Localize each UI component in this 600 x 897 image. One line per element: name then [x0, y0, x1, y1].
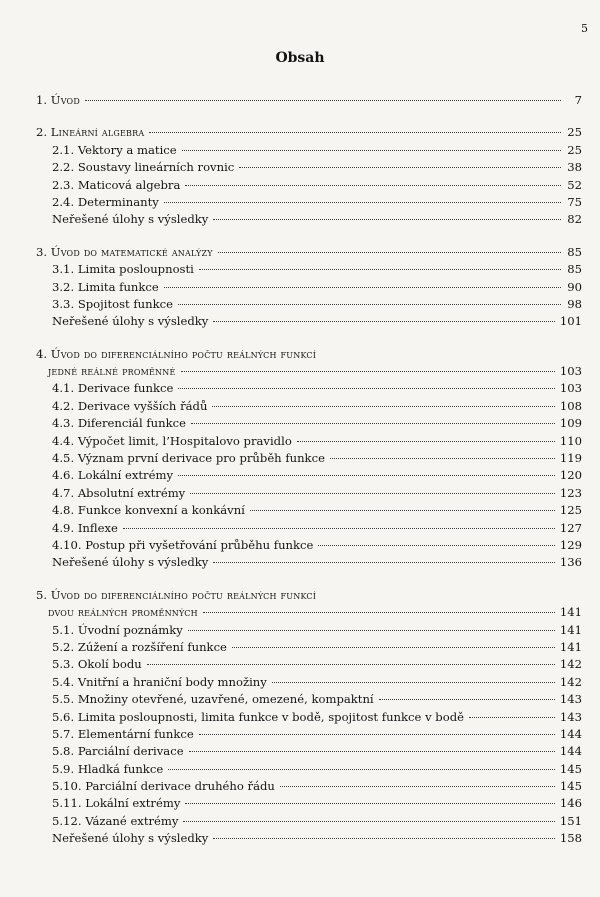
- toc-entry-label: [52, 743, 187, 760]
- toc-entry-label: [52, 485, 188, 502]
- toc-chapter-entry[interactable]: [36, 124, 582, 141]
- toc-entry-label: [52, 177, 183, 194]
- toc-entry-label: [52, 520, 121, 537]
- dot-leader: [178, 388, 555, 389]
- dot-leader: [189, 751, 555, 752]
- toc-entry-number: 4.9.: [52, 520, 78, 535]
- toc-entry-title: Maticová algebra: [77, 177, 181, 192]
- dot-leader: [199, 734, 555, 735]
- toc-entry-page: 52: [567, 177, 582, 192]
- toc-section: [36, 92, 582, 109]
- toc-entry-number: 2.: [36, 125, 51, 140]
- toc-entry-number: 4.6.: [52, 468, 78, 483]
- toc-entry-title: Vnitřní a hraniční body množiny: [77, 674, 267, 689]
- toc-chapter-entry[interactable]: [36, 244, 582, 261]
- dot-leader: [469, 717, 555, 718]
- toc-entry-label: [52, 674, 270, 691]
- toc-entry-page: 85: [567, 244, 582, 259]
- toc-entry-title: Elementární funkce: [77, 726, 194, 741]
- toc-entry-page: 120: [559, 468, 582, 483]
- dot-leader: [185, 185, 561, 186]
- dot-leader: [164, 287, 561, 288]
- toc-entry-number: 5.7.: [52, 726, 78, 741]
- table-of-contents: [36, 92, 582, 863]
- toc-subsection-entry[interactable]: [36, 639, 582, 656]
- toc-entry-title: Zúžení a rozšíření funkce: [77, 639, 227, 654]
- toc-entry-label: [52, 709, 467, 726]
- toc-entry-title: Lokální extrémy: [85, 796, 181, 811]
- toc-entry-title: Inflexe: [77, 520, 118, 535]
- toc-title: Obsah: [275, 50, 325, 66]
- toc-entry-label: [52, 398, 210, 415]
- toc-entry-label: [36, 244, 216, 261]
- toc-entry-number: 5.4.: [52, 674, 78, 689]
- toc-entry-title: Diferenciál funkce: [77, 416, 186, 431]
- toc-subsection-entry[interactable]: [36, 279, 582, 296]
- toc-entry-label: [48, 604, 201, 621]
- dot-leader: [178, 304, 561, 305]
- dot-leader: [199, 269, 561, 270]
- toc-section: [36, 346, 582, 572]
- toc-entry-page: 158: [559, 831, 582, 846]
- toc-entry-number: 5.: [36, 587, 51, 602]
- toc-entry-title: Množiny otevřené, uzavřené, omezené, kompaktní: [77, 692, 374, 707]
- toc-entry-page: 110: [559, 433, 582, 448]
- dot-leader: [182, 150, 561, 151]
- toc-entry-title: Funkce konvexní a konkávní: [77, 503, 245, 518]
- toc-entry-number: 5.1.: [52, 622, 78, 637]
- toc-entry-page: 98: [567, 296, 582, 311]
- toc-entry-label: [52, 279, 162, 296]
- toc-exercises-entry[interactable]: [36, 830, 582, 847]
- toc-subsection-entry[interactable]: [36, 622, 582, 639]
- toc-subsection-entry[interactable]: [36, 726, 582, 743]
- toc-entry-page: 90: [567, 279, 582, 294]
- toc-entry-number: 3.3.: [52, 296, 78, 311]
- toc-entry-page: 119: [559, 451, 582, 466]
- toc-entry-page: 103: [559, 364, 582, 379]
- toc-entry-page: 108: [559, 398, 582, 413]
- toc-entry-number: 5.10.: [52, 779, 86, 794]
- toc-subsection-entry[interactable]: [36, 194, 582, 211]
- toc-subsection-entry[interactable]: [36, 177, 582, 194]
- dot-leader: [164, 202, 561, 203]
- toc-entry-number: 4.: [36, 346, 51, 361]
- toc-entry-page: 101: [559, 314, 582, 329]
- toc-entry-number: 5.2.: [52, 639, 78, 654]
- dot-leader: [181, 371, 555, 372]
- toc-entry-number: 4.5.: [52, 451, 78, 466]
- toc-entry-label: [52, 380, 176, 397]
- toc-entry-number: 3.2.: [52, 279, 78, 294]
- dot-leader: [218, 252, 561, 253]
- toc-entry-label: [52, 467, 176, 484]
- toc-entry-title: Limita posloupnosti, limita funkce v bodě, spojitost funkce v bodě: [77, 709, 464, 724]
- toc-entry-title: Hladká funkce: [77, 761, 164, 776]
- toc-chapter-entry[interactable]: [36, 346, 582, 363]
- toc-entry-page: 109: [559, 416, 582, 431]
- toc-subsection-entry[interactable]: [36, 467, 582, 484]
- toc-exercises-entry[interactable]: [36, 554, 582, 571]
- toc-entry-label: [52, 415, 189, 432]
- toc-subsection-entry[interactable]: [36, 380, 582, 397]
- dot-leader: [147, 664, 555, 665]
- toc-entry-label: [52, 502, 248, 519]
- toc-entry-label: [52, 261, 197, 278]
- toc-entry-title: Neřešené úlohy s výsledky: [52, 212, 209, 227]
- toc-entry-title: Okolí bodu: [77, 657, 142, 672]
- toc-entry-page: 144: [559, 744, 582, 759]
- toc-entry-number: 2.2.: [52, 160, 78, 175]
- toc-subsection-entry[interactable]: [36, 450, 582, 467]
- toc-entry-label: [36, 92, 83, 109]
- dot-leader: [297, 441, 555, 442]
- dot-leader: [149, 132, 561, 133]
- toc-entry-title: Neřešené úlohy s výsledky: [52, 555, 209, 570]
- toc-entry-label: [52, 211, 211, 228]
- toc-entry-page: 142: [559, 657, 582, 672]
- toc-entry-page: 151: [559, 813, 582, 828]
- dot-leader: [239, 167, 561, 168]
- toc-entry-title: Neřešené úlohy s výsledky: [52, 831, 209, 846]
- toc-entry-page: 141: [559, 605, 582, 620]
- dot-leader: [85, 100, 561, 101]
- toc-entry-number: 5.9.: [52, 761, 78, 776]
- dot-leader: [191, 423, 555, 424]
- toc-subsection-entry[interactable]: [36, 159, 582, 176]
- dot-leader: [213, 562, 555, 563]
- toc-subsection-entry[interactable]: [36, 142, 582, 159]
- toc-subsection-entry[interactable]: [36, 743, 582, 760]
- toc-entry-page: 144: [559, 726, 582, 741]
- toc-entry-label: [52, 830, 211, 847]
- toc-entry-title: Lokální extrémy: [77, 468, 174, 483]
- toc-subsection-entry[interactable]: [36, 502, 582, 519]
- page-number: 5: [581, 22, 588, 35]
- toc-subsection-entry[interactable]: [36, 795, 582, 812]
- toc-entry-number: 1.: [36, 93, 51, 107]
- toc-entry-label: [52, 795, 183, 812]
- dot-leader: [213, 838, 555, 839]
- toc-entry-title: dvou reálných proměnných: [48, 605, 198, 620]
- toc-exercises-entry[interactable]: [36, 313, 582, 330]
- toc-entry-title: Absolutní extrémy: [77, 485, 186, 500]
- toc-entry-label: [52, 813, 181, 830]
- toc-entry-number: 5.3.: [52, 657, 78, 672]
- toc-subsection-entry[interactable]: [36, 674, 582, 691]
- toc-entry-number: 4.3.: [52, 416, 78, 431]
- toc-entry-label: [52, 142, 180, 159]
- toc-entry-label: [52, 656, 145, 673]
- toc-entry-label: [52, 159, 237, 176]
- toc-entry-number: 4.10.: [52, 537, 86, 552]
- dot-leader: [212, 406, 554, 407]
- toc-entry-page: 7: [574, 93, 582, 107]
- toc-entry-page: 25: [567, 125, 582, 140]
- toc-entry-title: jedné reálné proměnné: [48, 364, 176, 379]
- toc-entry-page: 141: [559, 622, 582, 637]
- toc-entry-title: Spojitost funkce: [77, 296, 173, 311]
- toc-subsection-entry[interactable]: [36, 398, 582, 415]
- toc-section: [36, 124, 582, 228]
- toc-entry-page: 125: [559, 503, 582, 518]
- toc-chapter-title-continuation[interactable]: [36, 604, 582, 621]
- toc-entry-page: 143: [559, 709, 582, 724]
- dot-leader: [123, 528, 555, 529]
- toc-entry-title: Derivace funkce: [77, 381, 174, 396]
- toc-entry-label: [36, 124, 147, 141]
- toc-entry-page: 103: [559, 381, 582, 396]
- toc-subsection-entry[interactable]: [36, 537, 582, 554]
- toc-entry-label: [52, 778, 278, 795]
- toc-entry-title: Limita funkce: [77, 279, 159, 294]
- toc-chapter-entry[interactable]: [36, 92, 582, 109]
- toc-entry-title: Úvod do matematické analýzy: [50, 244, 213, 259]
- dot-leader: [168, 769, 555, 770]
- toc-subsection-entry[interactable]: [36, 433, 582, 450]
- dot-leader: [250, 510, 555, 511]
- toc-entry-title: Parciální derivace: [77, 744, 184, 759]
- toc-entry-label: [36, 587, 319, 604]
- toc-entry-label: [52, 450, 328, 467]
- toc-entry-page: 38: [567, 160, 582, 175]
- toc-subsection-entry[interactable]: [36, 261, 582, 278]
- toc-entry-label: [52, 296, 176, 313]
- toc-entry-number: 4.4.: [52, 433, 78, 448]
- toc-entry-number: 2.3.: [52, 177, 78, 192]
- toc-entry-title: Význam první derivace pro průběh funkce: [77, 451, 325, 466]
- toc-entry-number: 5.8.: [52, 744, 78, 759]
- toc-entry-number: 3.: [36, 244, 51, 259]
- dot-leader: [330, 458, 555, 459]
- toc-entry-number: 4.7.: [52, 485, 78, 500]
- toc-entry-page: 142: [559, 674, 582, 689]
- toc-entry-page: 82: [567, 212, 582, 227]
- dot-leader: [280, 786, 555, 787]
- toc-entry-label: [52, 194, 162, 211]
- toc-entry-page: 145: [559, 761, 582, 776]
- toc-entry-title: Vázané extrémy: [85, 813, 179, 828]
- toc-entry-number: 4.2.: [52, 398, 78, 413]
- toc-entry-number: 4.8.: [52, 503, 78, 518]
- dot-leader: [379, 699, 555, 700]
- dot-leader: [272, 682, 555, 683]
- toc-entry-number: 5.12.: [52, 813, 86, 828]
- toc-subsection-entry[interactable]: [36, 709, 582, 726]
- dot-leader: [213, 219, 561, 220]
- toc-entry-title: Vektory a matice: [77, 142, 177, 157]
- toc-subsection-entry[interactable]: [36, 520, 582, 537]
- toc-subsection-entry[interactable]: [36, 656, 582, 673]
- toc-entry-title: Parciální derivace druhého řádu: [85, 779, 275, 794]
- toc-entry-title: Postup při vyšetřování průběhu funkce: [85, 537, 314, 552]
- toc-chapter-title-continuation[interactable]: [36, 363, 582, 380]
- toc-entry-label: [52, 433, 295, 450]
- dot-leader: [213, 321, 555, 322]
- toc-entry-number: 2.1.: [52, 142, 78, 157]
- toc-entry-title: Limita posloupnosti: [77, 262, 194, 277]
- toc-entry-page: 75: [567, 194, 582, 209]
- toc-entry-title: Úvodní poznámky: [77, 622, 183, 637]
- toc-entry-label: [52, 726, 197, 743]
- toc-entry-title: Determinanty: [77, 194, 159, 209]
- dot-leader: [178, 475, 555, 476]
- toc-entry-label: [52, 622, 186, 639]
- toc-entry-title: Derivace vyšších řádů: [77, 398, 208, 413]
- dot-leader: [318, 545, 554, 546]
- toc-entry-label: [52, 761, 166, 778]
- toc-subsection-entry[interactable]: [36, 813, 582, 830]
- toc-entry-page: 136: [559, 555, 582, 570]
- toc-entry-page: 127: [559, 520, 582, 535]
- toc-subsection-entry[interactable]: [36, 485, 582, 502]
- toc-entry-page: 129: [559, 537, 582, 552]
- toc-entry-label: [52, 537, 316, 554]
- toc-entry-page: 123: [559, 485, 582, 500]
- toc-entry-number: 2.4.: [52, 194, 78, 209]
- toc-entry-title: Soustavy lineárních rovnic: [77, 160, 235, 175]
- toc-entry-page: 143: [559, 692, 582, 707]
- dot-leader: [203, 612, 555, 613]
- toc-entry-page: 145: [559, 779, 582, 794]
- toc-entry-number: 5.6.: [52, 709, 78, 724]
- toc-subsection-entry[interactable]: [36, 778, 582, 795]
- toc-entry-label: [52, 313, 211, 330]
- toc-entry-label: [36, 346, 319, 363]
- toc-subsection-entry[interactable]: [36, 761, 582, 778]
- toc-entry-label: [48, 363, 179, 380]
- toc-entry-number: 5.11.: [52, 796, 86, 811]
- dot-leader: [232, 647, 555, 648]
- toc-entry-page: 141: [559, 639, 582, 654]
- toc-entry-page: 85: [567, 262, 582, 277]
- toc-subsection-entry[interactable]: [36, 691, 582, 708]
- toc-section: [36, 587, 582, 848]
- toc-entry-title: Neřešené úlohy s výsledky: [52, 314, 209, 329]
- dot-leader: [183, 821, 554, 822]
- toc-entry-label: [52, 639, 230, 656]
- toc-exercises-entry[interactable]: [36, 211, 582, 228]
- toc-entry-number: 3.1.: [52, 262, 78, 277]
- toc-section: [36, 244, 582, 331]
- dot-leader: [190, 493, 555, 494]
- toc-entry-title: Úvod: [50, 93, 80, 107]
- toc-entry-page: 25: [567, 142, 582, 157]
- toc-entry-title: Úvod do diferenciálního počtu reálných funkcí: [50, 587, 317, 602]
- toc-entry-title: Výpočet limit, l’Hospitalovo pravidlo: [77, 433, 292, 448]
- toc-chapter-entry[interactable]: [36, 587, 582, 604]
- dot-leader: [188, 630, 555, 631]
- toc-entry-page: 146: [559, 796, 582, 811]
- toc-entry-label: [52, 691, 377, 708]
- toc-entry-number: 5.5.: [52, 692, 78, 707]
- dot-leader: [185, 803, 554, 804]
- toc-subsection-entry[interactable]: [36, 296, 582, 313]
- toc-entry-title: Lineární algebra: [50, 125, 145, 140]
- toc-entry-number: 4.1.: [52, 381, 78, 396]
- toc-entry-title: Úvod do diferenciálního počtu reálných funkcí: [50, 346, 317, 361]
- toc-subsection-entry[interactable]: [36, 415, 582, 432]
- toc-entry-label: [52, 554, 211, 571]
